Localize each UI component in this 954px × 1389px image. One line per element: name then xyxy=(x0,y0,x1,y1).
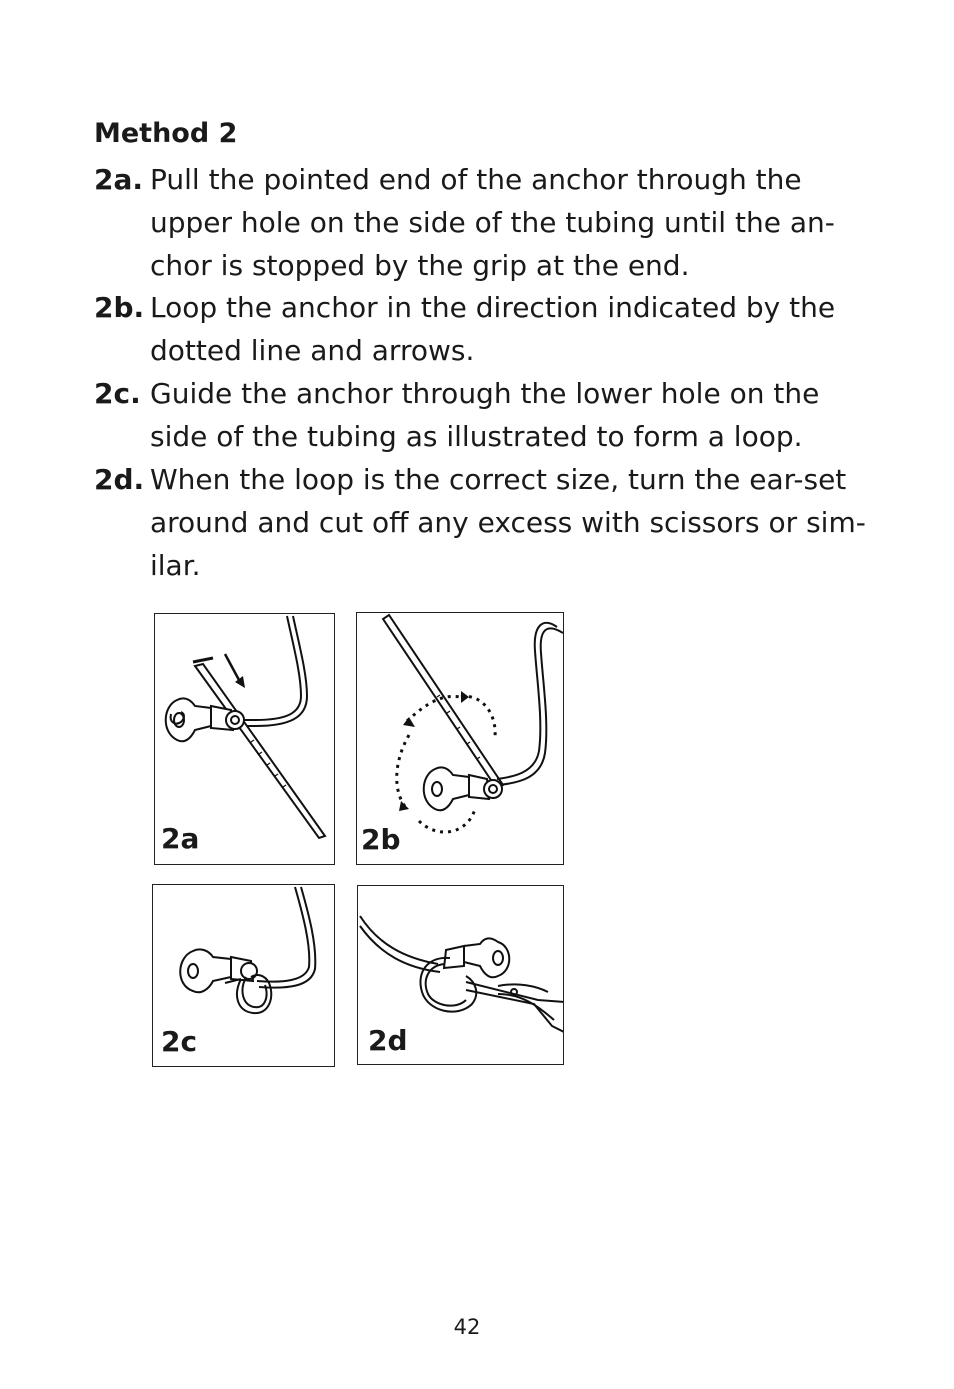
step-number: 2c. xyxy=(94,377,141,410)
step-line: Loop the anchor in the direction indicated by the xyxy=(150,291,836,324)
step-line: around and cut off any excess with scissors or sim- xyxy=(150,506,866,539)
step-line: chor is stopped by the grip at the end. xyxy=(150,249,690,282)
step-text xyxy=(150,372,850,458)
step-line: upper hole on the side of the tubing until the an- xyxy=(150,206,835,239)
step-text xyxy=(150,158,850,287)
figure-2a xyxy=(154,613,335,865)
step-line: side of the tubing as illustrated to form a loop. xyxy=(150,420,803,453)
figure-2d xyxy=(357,885,564,1065)
step-line: When the loop is the correct size, turn the ear-set xyxy=(150,463,847,496)
figure-label: 2a xyxy=(161,822,200,855)
step-number: 2b. xyxy=(94,291,145,324)
step-number: 2a. xyxy=(94,163,144,196)
figure-label: 2b xyxy=(361,823,401,856)
step-number: 2d. xyxy=(94,463,145,496)
section-heading: Method 2 xyxy=(94,118,238,149)
step-text xyxy=(150,286,850,372)
figure-2b xyxy=(356,612,564,865)
step-line: dotted line and arrows. xyxy=(150,334,475,367)
step-line: Guide the anchor through the lower hole on the xyxy=(150,377,820,410)
figure-label: 2c xyxy=(161,1025,198,1058)
step-line: Pull the pointed end of the anchor through the xyxy=(150,163,802,196)
step-line: ilar. xyxy=(150,549,201,582)
page-number: 42 xyxy=(453,1315,481,1339)
step-text xyxy=(150,458,866,587)
figure-2c xyxy=(152,884,335,1067)
figure-label: 2d xyxy=(368,1024,408,1057)
